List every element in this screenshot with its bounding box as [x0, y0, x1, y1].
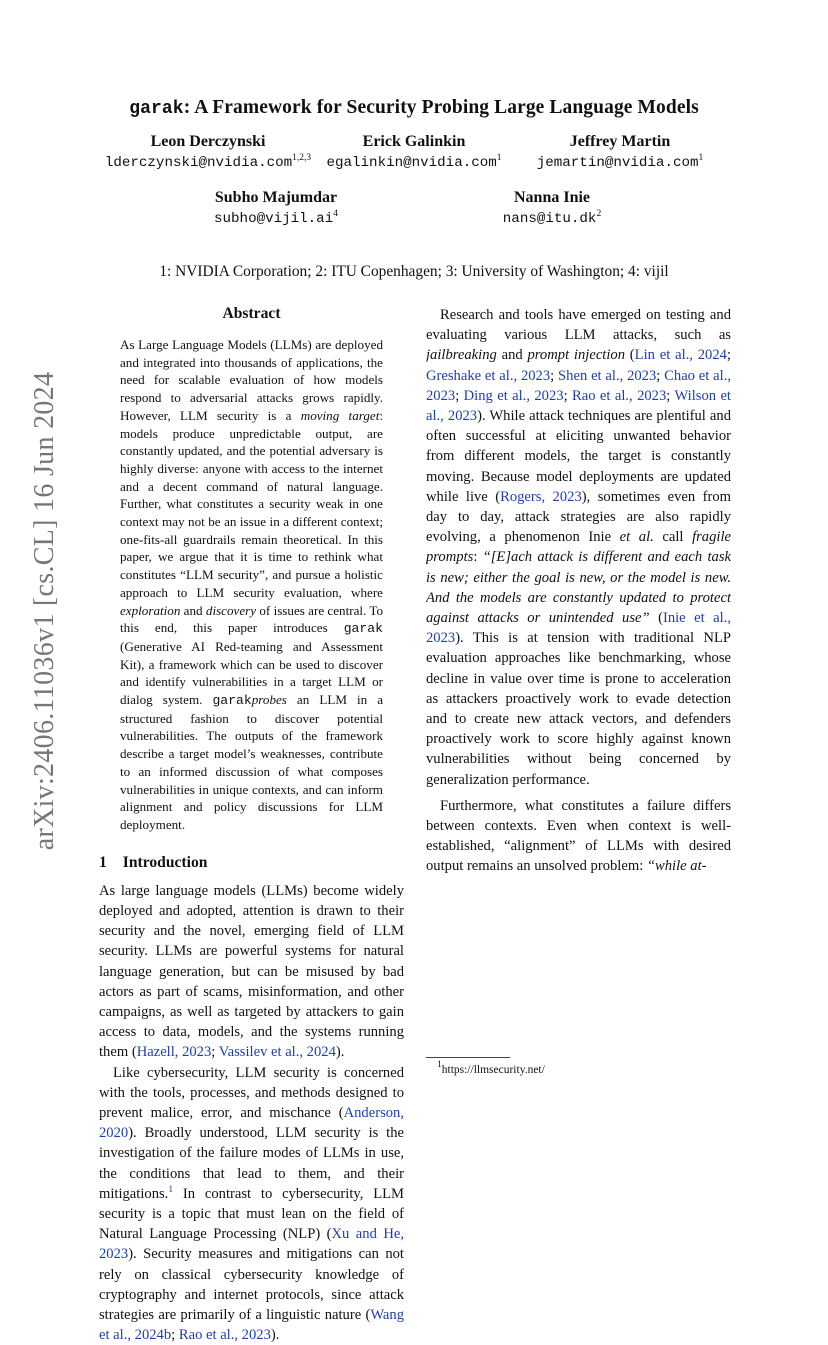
- paragraph: Research and tools have emerged on testing and evaluating various LLM attacks, such as jailbreaking and prompt injection (Lin et al., 2024; Greshake et al., 2023; Shen et al., 2023; Chao et al., 2023; Ding et al., 2023; Rao et al., 2023; Wilson et al., 2023). While attack techniques are plentiful and often successful at eliciting unwanted behavior from different models, the target is constantly moving. Because model deployments are updated while live (Rogers, 2023), sometimes even from day to day, attack strategies are also rapidly evolving, a phenomenon Inie et al. call fragile prompts: “[E]ach attack is different and each task is new; either the goal is new, or the model is new. And the models are constantly updated to protect against attacks or unintended use” (Inie et al., 2023). This is at tension with traditional NLP evaluation approaches like benchmarking, whose decline in value over time is prone to acceleration as attackers proactively work to evade detection and to create new attack vectors, and defenders proactively work to score highly against known vulnerabilities without being concerned by generalization performance.: [426, 307, 731, 788]
- author-name: Subho Majumdar: [214, 189, 338, 206]
- citation-link[interactable]: Lin et al., 2024: [634, 347, 727, 364]
- paper-title: [0, 97, 828, 119]
- author-name: Nanna Inie: [513, 189, 591, 206]
- intro-body-right: [426, 305, 731, 877]
- paragraph: Like cybersecurity, LLM security is concerned with the tools, processes, and methods designed to prevent malice, error, and mischance (Anderson, 2020). Broadly understood, LLM security is the investigation of the failure modes of LLMs in use, the conditions that lead to them, and their mitigations.$^1$ In contrast to cybersecurity, LLM security is a topic that must lean on the field of Natural Language Processing (NLP) (Xu and He, 2023). Security measures and mitigations can not rely on classical cybersecurity knowledge of cryptography and internet protocols, since attack strategies are primarily of a linguistic nature (Wang et al., 2024b; Rao et al., 2023).: [99, 1064, 404, 1344]
- affiliation-mark: 2: [596, 209, 602, 219]
- affiliation-mark: 1: [496, 153, 502, 163]
- author-name: Erick Galinkin: [362, 133, 466, 150]
- affiliation-mark: 1: [698, 153, 704, 163]
- section-heading: [99, 854, 404, 872]
- author-email[interactable]: jemartin@nvidia.com: [536, 155, 699, 171]
- affiliation-mark: 4: [333, 209, 338, 219]
- citation-link[interactable]: Shen et al., 2023: [558, 367, 657, 384]
- affiliations: 1: NVIDIA Corporation; 2: ITU Copenhagen; 3: University of Washington; 4: vijil: [159, 263, 669, 280]
- citation-link[interactable]: Rao et al., 2023: [178, 1327, 271, 1344]
- citation-link[interactable]: Anderson, 2020: [99, 1104, 404, 1142]
- author-block: [490, 132, 750, 173]
- intro-body-left: [99, 881, 404, 1345]
- author-email[interactable]: subho@vijil.ai: [214, 211, 334, 227]
- footnote-mark: 1: [437, 1060, 442, 1070]
- author-email[interactable]: egalinkin@nvidia.com: [326, 155, 497, 171]
- citation-link[interactable]: Xu and He, 2023: [99, 1226, 404, 1263]
- author-email[interactable]: nans@itu.dk: [502, 211, 597, 227]
- arxiv-id: arXiv:2406.11036v1 [cs.CL] 16 Jun 2024: [29, 371, 60, 851]
- paragraph: Furthermore, what constitutes a failure differs between contexts. Even when context is well-established, “alignment” of LLMs with desired output remains an unsolved problem: “while at-: [426, 797, 731, 875]
- footnote-ref[interactable]: 1: [168, 1184, 174, 1195]
- citation-link[interactable]: Rogers, 2023: [500, 488, 582, 505]
- footnote-url[interactable]: https://llmsecurity.net/: [441, 1064, 545, 1076]
- citation-link[interactable]: Wang et al., 2024b: [99, 1306, 404, 1344]
- citation-link[interactable]: Hazell, 2023: [136, 1044, 212, 1061]
- section-title: Introduction: [122, 853, 208, 871]
- author-block: [146, 188, 406, 229]
- left-column: [99, 305, 404, 1345]
- citation-link[interactable]: Greshake et al., 2023: [426, 367, 551, 384]
- citation-link[interactable]: Chao et al., 2023: [426, 367, 731, 404]
- author-name: Leon Derczynski: [150, 133, 266, 150]
- citation-link[interactable]: Inie et al., 2023: [426, 610, 731, 647]
- citation-link[interactable]: Wilson et al., 2023: [426, 387, 731, 425]
- section-number: 1: [99, 853, 107, 871]
- paragraph: As large language models (LLMs) become widely deployed and adopted, attention is drawn to their security and the novel, emerging field of LLM security. LLMs are powerful systems for natural language generation, but can be misused by bad actors as part of scams, misinformation, and other campaigns, as well as targeted by attackers to gain access to data, models, and the systems running them (Hazell, 2023; Vassilev et al., 2024).: [99, 882, 404, 1061]
- citation-link[interactable]: Rao et al., 2023: [572, 387, 667, 404]
- title-code: garak: [129, 99, 184, 119]
- footnote-rule: [426, 1057, 510, 1058]
- right-column: [426, 305, 731, 1049]
- citation-link[interactable]: Ding et al., 2023: [463, 387, 564, 404]
- author-name: Jeffrey Martin: [569, 133, 671, 150]
- citation-link[interactable]: Vassilev et al., 2024: [218, 1044, 336, 1061]
- abstract-heading: Abstract: [222, 305, 281, 322]
- author-block: [422, 188, 682, 229]
- abstract-text: As Large Language Models (LLMs) are deployed and integrated into thousands of applications, the need for scalable evaluation of how models respond to adversarial attacks grows rapidly. However, LLM security is a moving target: models produce unpredictable output, are constantly updated, and the potential adversary is highly diverse: anyone with access to the internet and a decent command of natural language. Further, what constitutes a security weak in one context may not be an issue in a different context; one-fits-all guardrails remain theoretical. In this paper, we argue that it is time to rethink what constitutes “LLM security”, and pursue a holistic approach to LLM security evaluation, where exploration and discovery of issues are central. To this end, this paper introduces garak (Generative AI Red-teaming and Assessment Kit), a framework which can be used to discover and identify vulnerabilities in a target LLM or dialog system. garakprobes an LLM in a structured fashion to discover potential vulnerabilities. The outputs of the framework describe a target model’s weaknesses, contribute to an informed discussion of what composes vulnerabilities in unique contexts, and can inform alignment and policy discussions for LLM deployment.: [120, 337, 384, 832]
- arxiv-stamp: [30, 372, 60, 850]
- footnote: [437, 1060, 545, 1076]
- affiliation-mark: 1,2,3: [292, 153, 312, 163]
- title-text: : A Framework for Security Probing Large Language Models: [183, 97, 699, 118]
- author-email[interactable]: lderczynski@nvidia.com: [104, 155, 293, 171]
